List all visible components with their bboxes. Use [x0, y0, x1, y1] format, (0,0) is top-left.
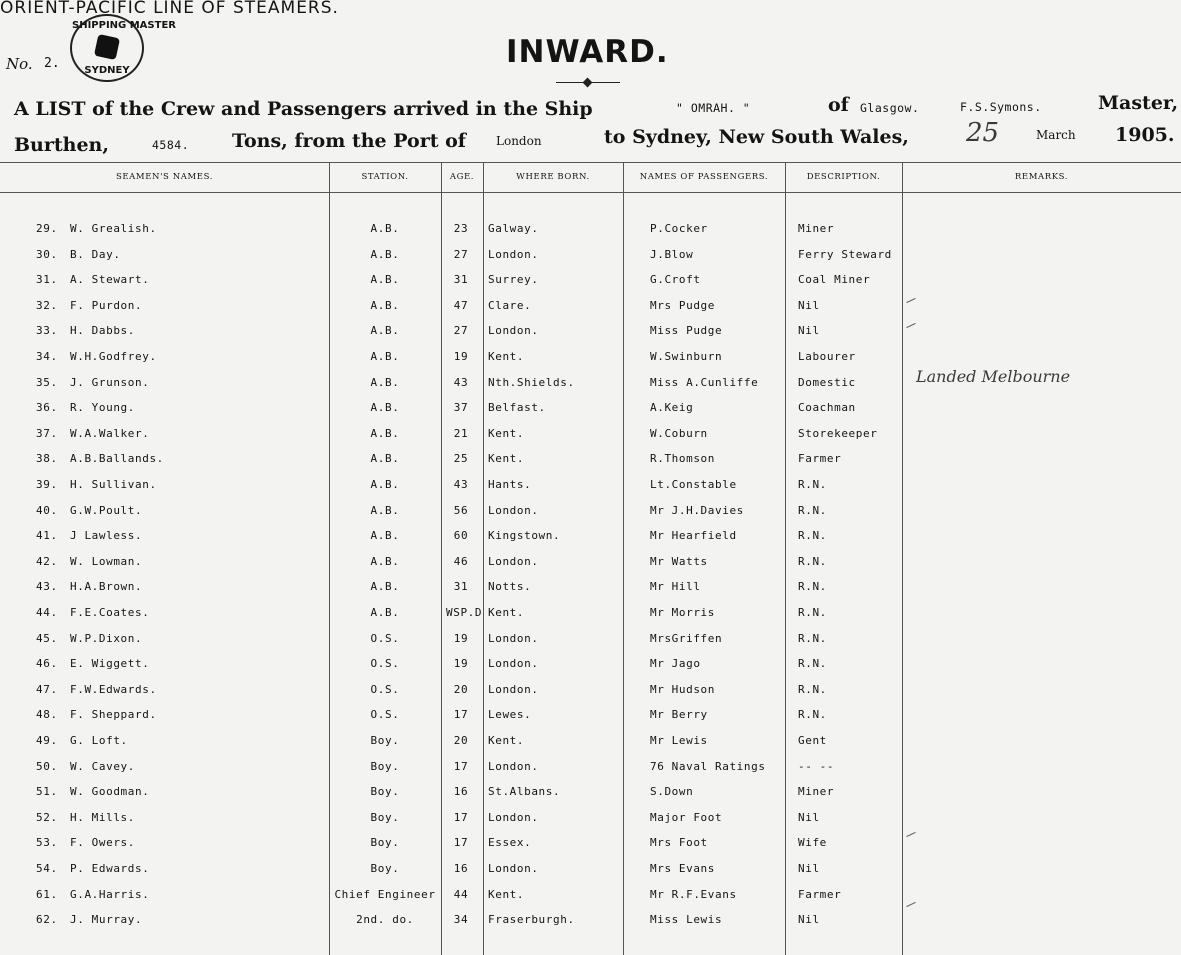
description: Labourer — [798, 350, 856, 363]
station: Boy. — [370, 734, 400, 747]
row-number: 53. — [36, 836, 58, 850]
passenger-name: Miss Lewis — [650, 913, 723, 927]
row-number: 52. — [36, 810, 58, 824]
description: Nil — [798, 324, 820, 338]
column-header-seamen: SEAMEN'S NAMES. — [115, 172, 214, 182]
passenger-name: Miss A.Cunliffe — [650, 375, 759, 389]
burthen-value: 4584. — [152, 138, 190, 152]
description: Farmer — [798, 452, 842, 466]
seaman-name: F.E.Coates. — [70, 606, 150, 619]
from-port: London — [496, 134, 542, 148]
age: 60 — [453, 529, 469, 543]
age: 19 — [453, 657, 469, 671]
passenger-name: A.Keig — [650, 401, 694, 415]
table-row — [0, 888, 1181, 906]
description: Domestic — [798, 375, 856, 389]
where-born: London. — [488, 247, 539, 261]
passenger-name: Mr R.F.Evans — [650, 887, 737, 901]
passenger-name: R.Thomson — [650, 452, 716, 466]
table-row — [0, 299, 1181, 317]
age: 17 — [453, 836, 469, 850]
description: Nil — [798, 862, 820, 875]
description: Nil — [798, 913, 820, 927]
row-number: 41. — [36, 529, 58, 543]
table-row — [0, 452, 1181, 470]
passenger-name: Mr Jago — [650, 657, 701, 671]
row-number: 31. — [36, 273, 58, 287]
station: A.B. — [370, 273, 400, 287]
where-born: Kent. — [488, 734, 525, 747]
age: 17 — [453, 759, 469, 773]
arrival-month: March — [1036, 128, 1076, 142]
arrival-year: 1905. — [1115, 124, 1175, 146]
station: A.B. — [370, 478, 400, 491]
station: A.B. — [370, 529, 400, 543]
seaman-name: F. Owers. — [70, 836, 136, 850]
passenger-name: MrsGriffen — [650, 631, 723, 645]
passenger-name: W.Coburn — [650, 426, 708, 440]
column-header-age: AGE. — [449, 172, 475, 182]
where-born: London. — [488, 759, 539, 773]
description: Miner — [798, 785, 835, 799]
passenger-name: Mr Morris — [650, 606, 716, 619]
where-born: London. — [488, 503, 539, 517]
row-number: 40. — [36, 503, 58, 517]
master-label: Master, — [1098, 92, 1179, 114]
description: R.N. — [798, 554, 827, 568]
age: 17 — [453, 708, 469, 722]
seaman-name: H. Sullivan. — [70, 478, 157, 491]
passenger-name: P.Cocker — [650, 222, 708, 235]
seaman-name: E. Wiggett. — [70, 657, 150, 671]
age: 21 — [453, 426, 469, 440]
seaman-name: W. Grealish. — [70, 222, 157, 235]
table-row — [0, 427, 1181, 445]
passenger-name: Mr Hearfield — [650, 529, 737, 543]
station: A.B. — [370, 324, 400, 338]
passenger-name: Lt.Constable — [650, 478, 737, 491]
port-of-registry: Glasgow. — [860, 101, 920, 115]
table-row — [0, 708, 1181, 726]
age: 31 — [453, 273, 469, 287]
where-born: Surrey. — [488, 273, 539, 287]
table-row — [0, 785, 1181, 803]
row-number: 46. — [36, 657, 58, 671]
passenger-name: W.Swinburn — [650, 350, 723, 363]
station: A.B. — [370, 452, 400, 466]
table-row — [0, 555, 1181, 573]
column-header-description: DESCRIPTION. — [806, 172, 881, 182]
table-row — [0, 760, 1181, 778]
station: A.B. — [370, 580, 400, 594]
seaman-name: H.A.Brown. — [70, 580, 143, 594]
table-row — [0, 580, 1181, 598]
station: Boy. — [370, 862, 400, 875]
column-header-remarks: REMARKS. — [1014, 172, 1069, 182]
passenger-name: Mr Watts — [650, 554, 708, 568]
description: Gent — [798, 734, 827, 747]
age: 43 — [453, 375, 469, 389]
stamp-top-text: SHIPPING MASTER — [72, 20, 176, 31]
where-born: Kent. — [488, 452, 525, 466]
where-born: Galway. — [488, 222, 539, 235]
where-born: Kent. — [488, 606, 525, 619]
table-row — [0, 657, 1181, 675]
station: A.B. — [370, 247, 400, 261]
table-row — [0, 248, 1181, 266]
where-born: Kent. — [488, 887, 525, 901]
age: WSP.D — [446, 606, 483, 619]
table-row — [0, 683, 1181, 701]
station: O.S. — [370, 657, 400, 671]
passenger-name: Mrs Pudge — [650, 298, 716, 312]
passenger-name: Mrs Evans — [650, 862, 716, 875]
passenger-name: Mr J.H.Davies — [650, 503, 744, 517]
table-row — [0, 836, 1181, 854]
where-born: Hants. — [488, 478, 532, 491]
remarks-note: Landed Melbourne — [916, 367, 1071, 386]
age: 20 — [453, 682, 469, 696]
row-number: 49. — [36, 734, 58, 747]
table-header-rule — [0, 192, 1181, 193]
passenger-name: Mr Berry — [650, 708, 708, 722]
station: 2nd. do. — [356, 913, 414, 927]
description: Coal Miner — [798, 273, 871, 287]
description: Storekeeper — [798, 426, 878, 440]
description: R.N. — [798, 631, 827, 645]
description: R.N. — [798, 478, 827, 491]
seaman-name: J. Grunson. — [70, 375, 150, 389]
table-row — [0, 478, 1181, 496]
row-number: 45. — [36, 631, 58, 645]
table-row — [0, 632, 1181, 650]
burthen-label: Burthen, — [14, 134, 109, 156]
number-value: 2. — [44, 56, 60, 71]
passenger-name: Major Foot — [650, 810, 723, 824]
passenger-name: J.Blow — [650, 247, 694, 261]
table-row — [0, 606, 1181, 624]
table-row — [0, 222, 1181, 240]
where-born: London. — [488, 324, 539, 338]
where-born: Fraserburgh. — [488, 913, 575, 927]
destination: to Sydney, New South Wales, — [604, 126, 909, 148]
description: Ferry Steward — [798, 247, 892, 261]
age: 56 — [453, 503, 469, 517]
port-of-label: Tons, from the Port of — [232, 130, 466, 152]
row-number: 43. — [36, 580, 58, 594]
description: Miner — [798, 222, 835, 235]
passenger-name: Mrs Foot — [650, 836, 708, 850]
table-row — [0, 734, 1181, 752]
stamp-bottom-text: SYDNEY — [84, 65, 130, 76]
age: 16 — [453, 785, 469, 799]
age: 44 — [453, 887, 469, 901]
row-number: 34. — [36, 350, 58, 363]
age: 46 — [453, 554, 469, 568]
title-ornament — [583, 78, 593, 88]
row-number: 48. — [36, 708, 58, 722]
seaman-name: G.W.Poult. — [70, 503, 143, 517]
seaman-name: F. Purdon. — [70, 298, 143, 312]
seaman-name: W. Lowman. — [70, 554, 143, 568]
table-row — [0, 529, 1181, 547]
where-born: Kingstown. — [488, 529, 561, 543]
station: Boy. — [370, 810, 400, 824]
where-born: London. — [488, 810, 539, 824]
of-label: of — [828, 94, 849, 116]
description: -- -- — [798, 759, 835, 773]
description: R.N. — [798, 580, 827, 594]
passenger-name: 76 Naval Ratings — [650, 759, 766, 773]
age: 19 — [453, 350, 469, 363]
seaman-name: W.A.Walker. — [70, 426, 150, 440]
number-label: No. — [6, 55, 33, 73]
column-header-passengers: NAMES OF PASSENGERS. — [639, 172, 769, 182]
age: 43 — [453, 478, 469, 491]
passenger-name: S.Down — [650, 785, 694, 799]
age: 17 — [453, 810, 469, 824]
station: A.B. — [370, 222, 400, 235]
company-name: ORIENT-PACIFIC LINE OF STEAMERS. — [0, 0, 339, 18]
age: 19 — [453, 631, 469, 645]
station: Boy. — [370, 836, 400, 850]
description: R.N. — [798, 657, 827, 671]
station: A.B. — [370, 503, 400, 517]
station: A.B. — [370, 606, 400, 619]
station: Boy. — [370, 785, 400, 799]
seaman-name: G. Loft. — [70, 734, 128, 747]
description: R.N. — [798, 606, 827, 619]
where-born: London. — [488, 554, 539, 568]
row-number: 61. — [36, 887, 58, 901]
seaman-name: W. Cavey. — [70, 759, 136, 773]
description: Wife — [798, 836, 827, 850]
seaman-name: W.H.Godfrey. — [70, 350, 157, 363]
age: 47 — [453, 298, 469, 312]
age: 31 — [453, 580, 469, 594]
passenger-name: Mr Hudson — [650, 682, 716, 696]
where-born: London. — [488, 657, 539, 671]
station: O.S. — [370, 682, 400, 696]
passenger-name: Mr Hill — [650, 580, 701, 594]
row-number: 36. — [36, 401, 58, 415]
seaman-name: F. Sheppard. — [70, 708, 157, 722]
station: Chief Engineer — [334, 887, 436, 901]
table-row — [0, 913, 1181, 931]
seaman-name: W. Goodman. — [70, 785, 150, 799]
station: A.B. — [370, 554, 400, 568]
row-number: 42. — [36, 554, 58, 568]
page-title: INWARD. — [506, 34, 669, 70]
master-name: F.S.Symons. — [960, 100, 1042, 114]
description: Nil — [798, 298, 820, 312]
seaman-name: H. Mills. — [70, 810, 136, 824]
where-born: Nth.Shields. — [488, 375, 575, 389]
seaman-name: R. Young. — [70, 401, 136, 415]
where-born: Essex. — [488, 836, 532, 850]
seaman-name: A.B.Ballands. — [70, 452, 164, 466]
station: A.B. — [370, 350, 400, 363]
seaman-name: A. Stewart. — [70, 273, 150, 287]
description: Nil — [798, 810, 820, 824]
passenger-name: G.Croft — [650, 273, 701, 287]
row-number: 50. — [36, 759, 58, 773]
where-born: Notts. — [488, 580, 532, 594]
where-born: Belfast. — [488, 401, 546, 415]
age: 20 — [453, 734, 469, 747]
description: R.N. — [798, 503, 827, 517]
row-number: 54. — [36, 862, 58, 875]
arrival-day: 25 — [966, 118, 1000, 148]
description: R.N. — [798, 682, 827, 696]
table-row — [0, 350, 1181, 368]
row-number: 35. — [36, 375, 58, 389]
age: 23 — [453, 222, 469, 235]
station: Boy. — [370, 759, 400, 773]
station: A.B. — [370, 426, 400, 440]
station: A.B. — [370, 375, 400, 389]
table-row — [0, 324, 1181, 342]
row-number: 29. — [36, 222, 58, 235]
seaman-name: J. Murray. — [70, 913, 143, 927]
flag-icon — [94, 34, 120, 60]
seaman-name: J Lawless. — [70, 529, 143, 543]
seaman-name: W.P.Dixon. — [70, 631, 143, 645]
age: 34 — [453, 913, 469, 927]
table-row — [0, 273, 1181, 291]
description: R.N. — [798, 529, 827, 543]
table-row — [0, 811, 1181, 829]
description: Coachman — [798, 401, 856, 415]
where-born: London. — [488, 862, 539, 875]
row-number: 30. — [36, 247, 58, 261]
shipping-master-stamp — [70, 14, 176, 82]
where-born: Kent. — [488, 426, 525, 440]
seaman-name: B. Day. — [70, 247, 121, 261]
row-number: 44. — [36, 606, 58, 619]
where-born: London. — [488, 631, 539, 645]
where-born: Clare. — [488, 298, 532, 312]
table-top-rule — [0, 162, 1181, 163]
station: A.B. — [370, 298, 400, 312]
where-born: Kent. — [488, 350, 525, 363]
age: 25 — [453, 452, 469, 466]
table-row — [0, 862, 1181, 880]
row-number: 47. — [36, 682, 58, 696]
row-number: 39. — [36, 478, 58, 491]
where-born: St.Albans. — [488, 785, 561, 799]
table-row — [0, 401, 1181, 419]
age: 27 — [453, 247, 469, 261]
row-number: 33. — [36, 324, 58, 338]
row-number: 38. — [36, 452, 58, 466]
station: A.B. — [370, 401, 400, 415]
station: O.S. — [370, 708, 400, 722]
table-row — [0, 504, 1181, 522]
passenger-name: Miss Pudge — [650, 324, 723, 338]
age: 16 — [453, 862, 469, 875]
seaman-name: G.A.Harris. — [70, 887, 150, 901]
where-born: London. — [488, 682, 539, 696]
age: 37 — [453, 401, 469, 415]
row-number: 37. — [36, 426, 58, 440]
description: Farmer — [798, 887, 842, 901]
column-header-station: STATION. — [361, 172, 409, 182]
age: 27 — [453, 324, 469, 338]
row-number: 32. — [36, 298, 58, 312]
passenger-name: Mr Lewis — [650, 734, 708, 747]
ship-name: " OMRAH. " — [676, 101, 751, 115]
station: O.S. — [370, 631, 400, 645]
where-born: Lewes. — [488, 708, 532, 722]
row-number: 62. — [36, 913, 58, 927]
row-number: 51. — [36, 785, 58, 799]
seaman-name: F.W.Edwards. — [70, 682, 157, 696]
manifest-line1-prefix: A LIST of the Crew and Passengers arrived in the Ship — [14, 98, 593, 120]
seaman-name: P. Edwards. — [70, 862, 150, 875]
seaman-name: H. Dabbs. — [70, 324, 136, 338]
description: R.N. — [798, 708, 827, 722]
column-header-where-born: WHERE BORN. — [516, 172, 590, 182]
